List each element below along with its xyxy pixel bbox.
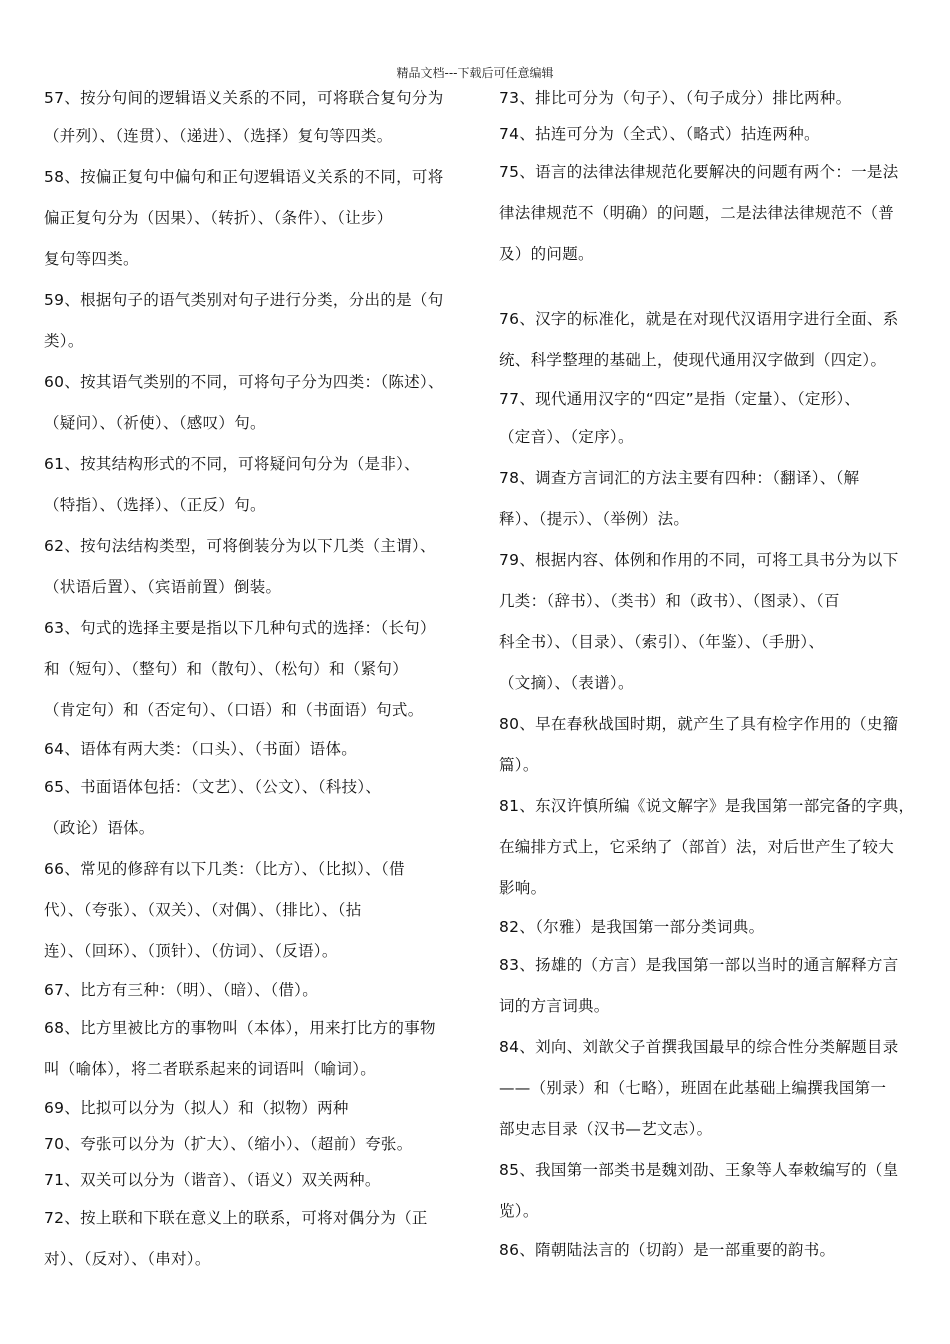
text-line: 部史志目录（汉书—艺文志）。 bbox=[499, 1120, 713, 1138]
text-line: 对）、（反对）、（串对）。 bbox=[44, 1250, 211, 1268]
text-line: 词的方言词典。 bbox=[499, 997, 610, 1015]
text-line: 释）、（提示）、（举例）法。 bbox=[499, 510, 690, 528]
text-line: 连）、（回环）、（顶针）、（仿词）、（反语）。 bbox=[44, 942, 338, 960]
text-line: 86、隋朝陆法言的（切韵）是一部重要的韵书。 bbox=[499, 1241, 836, 1259]
text-line: 65、书面语体包括：（文艺）、（公文）、（科技）、 bbox=[44, 778, 382, 796]
text-line: 在编排方式上，它采纳了（部首）法，对后世产生了较大 bbox=[499, 838, 895, 856]
text-line: （肯定句）和（否定句）、（口语）和（书面语）句式。 bbox=[44, 701, 424, 719]
text-line: 77、现代通用汉字的“四定”是指（定量）、（定形）、 bbox=[499, 390, 861, 408]
text-line: 81、东汉许慎所编《说文解字》是我国第一部完备的字典， bbox=[499, 797, 915, 815]
text-line: 59、根据句子的语气类别对句子进行分类，分出的是（句 bbox=[44, 291, 444, 309]
text-line: 78、调查方言词汇的方法主要有四种：（翻译）、（解 bbox=[499, 469, 860, 487]
text-line: 类）。 bbox=[44, 332, 84, 350]
text-line: 74、拈连可分为（全式）、（略式）拈连两种。 bbox=[499, 125, 820, 143]
text-line: 84、刘向、刘歆父子首撰我国最早的综合性分类解题目录 bbox=[499, 1038, 899, 1056]
text-line: 68、比方里被比方的事物叫（本体），用来打比方的事物 bbox=[44, 1019, 436, 1037]
text-line: 律法律规范不（明确）的问题，二是法律法律规范不（普 bbox=[499, 204, 895, 222]
page-header: 精品文档---下载后可任意编辑 bbox=[396, 66, 554, 80]
text-line: 83、扬雄的（方言）是我国第一部以当时的通言解释方言 bbox=[499, 956, 899, 974]
text-line: （定音）、（定序）。 bbox=[499, 428, 634, 446]
text-line: 66、常见的修辞有以下几类：（比方）、（比拟）、（借 bbox=[44, 860, 405, 878]
text-line: 58、按偏正复句中偏句和正句逻辑语义关系的不同，可将 bbox=[44, 168, 444, 186]
text-line: 85、我国第一部类书是魏刘劭、王象等人奉敕编写的（皇 bbox=[499, 1161, 899, 1179]
text-line: 复句等四类。 bbox=[44, 250, 139, 268]
text-line: 影响。 bbox=[499, 879, 547, 897]
text-line: 80、早在春秋战国时期，就产生了具有检字作用的（史籀 bbox=[499, 715, 899, 733]
text-line: （文摘）、（表谱）。 bbox=[499, 674, 634, 692]
right-column bbox=[499, 80, 931, 1268]
text-line: 62、按句法结构类型，可将倒装分为以下几类（主谓）、 bbox=[44, 537, 436, 555]
text-line: 75、语言的法律法律规范化要解决的问题有两个：一是法 bbox=[499, 163, 899, 181]
text-line: 偏正复句分为（因果）、（转折）、（条件）、（让步） bbox=[44, 209, 393, 227]
text-line: 60、按其语气类别的不同，可将句子分为四类：（陈述）、 bbox=[44, 373, 444, 391]
text-line: 及）的问题。 bbox=[499, 245, 594, 263]
text-line: （政论）语体。 bbox=[44, 819, 155, 837]
text-line: （并列）、（连贯）、（递进）、（选择）复句等四类。 bbox=[44, 127, 393, 145]
text-line: （特指）、（选择）、（正反）句。 bbox=[44, 496, 266, 514]
text-line: 63、句式的选择主要是指以下几种句式的选择：（长句） bbox=[44, 619, 436, 637]
text-line: 79、根据内容、体例和作用的不同，可将工具书分为以下 bbox=[499, 551, 899, 569]
left-column bbox=[44, 80, 476, 1280]
text-line: 71、双关可以分为（谐音）、（语义）双关两种。 bbox=[44, 1171, 381, 1189]
text-line: 76、汉字的标准化，就是在对现代汉语用字进行全面、系 bbox=[499, 310, 899, 328]
text-line: 69、比拟可以分为（拟人）和（拟物）两种 bbox=[44, 1099, 349, 1117]
paragraph-gap bbox=[499, 275, 931, 299]
text-line: 72、按上联和下联在意义上的联系，可将对偶分为（正 bbox=[44, 1209, 428, 1227]
text-line: 览）。 bbox=[499, 1202, 539, 1220]
text-line: 篇）。 bbox=[499, 756, 539, 774]
text-line: （状语后置）、（宾语前置）倒装。 bbox=[44, 578, 282, 596]
text-line: 82、（尔雅）是我国第一部分类词典。 bbox=[499, 918, 765, 936]
text-line: （疑问）、（祈使）、（感叹）句。 bbox=[44, 414, 266, 432]
text-line: 61、按其结构形式的不同，可将疑问句分为（是非）、 bbox=[44, 455, 420, 473]
text-line: 叫（喻体），将二者联系起来的词语叫（喻词）。 bbox=[44, 1060, 377, 1078]
text-line: 和（短句）、（整句）和（散句）、（松句）和（紧句） bbox=[44, 660, 409, 678]
text-line: 57、按分句间的逻辑语义关系的不同，可将联合复句分为 bbox=[44, 89, 444, 107]
text-line: 几类：（辞书）、（类书）和（政书）、（图录）、（百 bbox=[499, 592, 840, 610]
text-line: 64、语体有两大类：（口头）、（书面）语体。 bbox=[44, 740, 358, 758]
text-line: 代）、（夸张）、（双关）、（对偶）、（排比）、（拈 bbox=[44, 901, 362, 919]
text-line: 统、科学整理的基础上，使现代通用汉字做到（四定）。 bbox=[499, 351, 887, 369]
text-line: 73、排比可分为（句子）、（句子成分）排比两种。 bbox=[499, 89, 852, 107]
text-line: 70、夸张可以分为（扩大）、（缩小）、（超前）夸张。 bbox=[44, 1135, 413, 1153]
text-line: 科全书）、（目录）、（索引）、（年鉴）、（手册）、 bbox=[499, 633, 825, 651]
text-line: 67、比方有三种：（明）、（暗）、（借）。 bbox=[44, 981, 319, 999]
text-line: ——（别录）和（七略），班固在此基础上编撰我国第一 bbox=[499, 1079, 887, 1097]
